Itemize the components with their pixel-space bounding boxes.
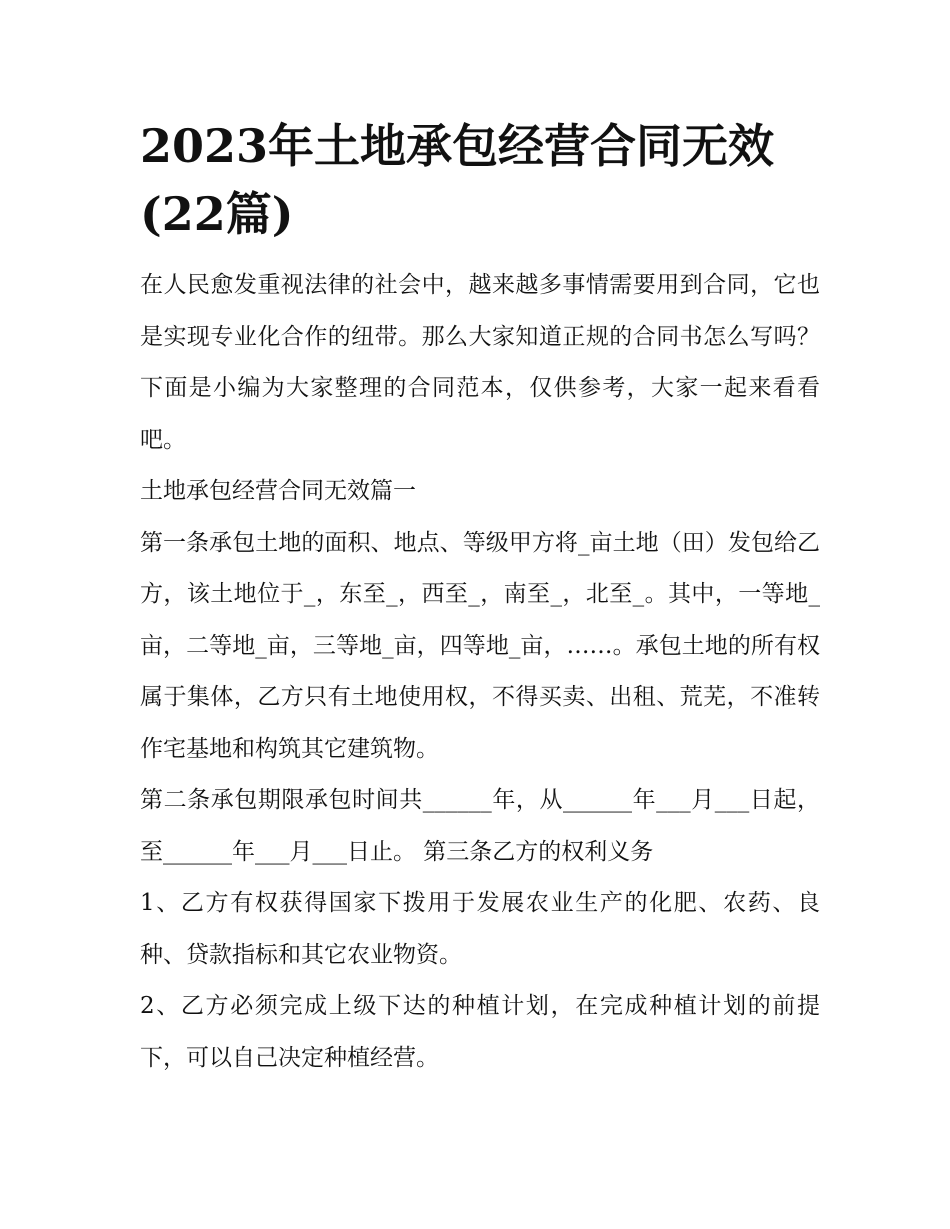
clause-paragraph-1: 1、乙方有权获得国家下拨用于发展农业生产的化肥、农药、良种、贷款指标和其它农业物资。 xyxy=(140,890,820,968)
article-paragraph-1: 第一条承包土地的面积、地点、等级甲方将_亩土地（田）发包给乙方，该土地位于_，东至_，西至_，南至_，北至_。其中，一等地_亩，二等地_亩，三等地_亩，四等地_亩，……。承包土地的所有权属于集体，乙方只有土地使用权，不得买卖、出租、荒芜，不准转作宅基地和构筑其它建筑物。 xyxy=(140,529,820,762)
clause-paragraph-2: 2、乙方必须完成上级下达的种植计划，在完成种植计划的前提下，可以自己决定种植经营。 xyxy=(140,993,820,1071)
article-paragraph-2: 第二条承包期限承包时间共______年，从______年___月___日起，至______年___月___日止。 第三条乙方的权利义务 xyxy=(140,787,820,865)
intro-paragraph: 在人民愈发重视法律的社会中，越来越多事情需要用到合同，它也是实现专业化合作的纽带。那么大家知道正规的合同书怎么写吗？下面是小编为大家整理的合同范本，仅供参考，大家一起来看看吧。 xyxy=(140,272,820,453)
document-title: 2023年土地承包经营合同无效(22篇) xyxy=(140,119,775,241)
section-heading: 土地承包经营合同无效篇一 xyxy=(140,478,416,504)
document-page xyxy=(140,112,820,1084)
